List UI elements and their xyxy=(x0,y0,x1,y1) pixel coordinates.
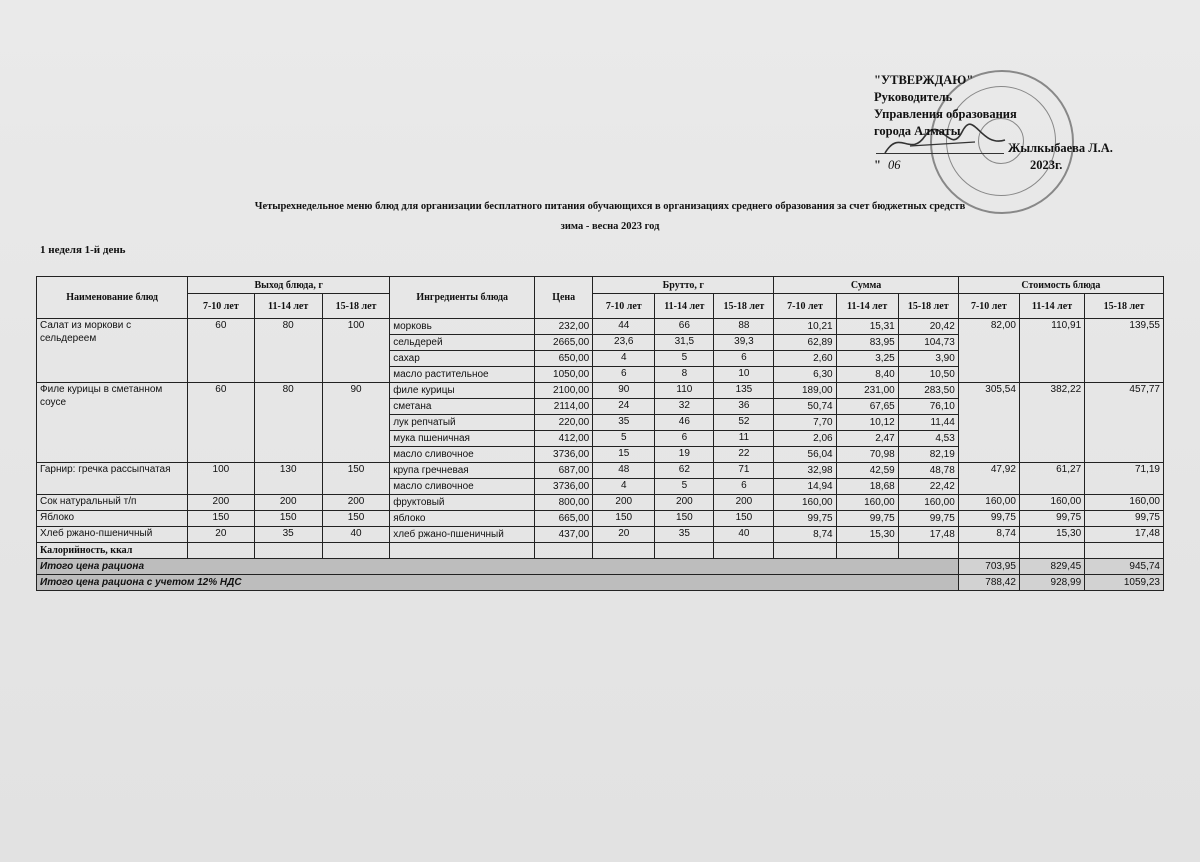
dish-cost: 71,19 xyxy=(1085,463,1164,495)
ingredient-sum: 83,95 xyxy=(836,335,898,351)
ingredient-sum: 160,00 xyxy=(836,495,898,511)
ingredient-name: лук репчатый xyxy=(390,415,535,431)
ingredient-sum: 32,98 xyxy=(774,463,836,479)
ingredient-sum: 10,50 xyxy=(898,367,958,383)
total-value: 1059,23 xyxy=(1085,575,1164,591)
ingredient-gross: 22 xyxy=(714,447,774,463)
table-row xyxy=(37,383,1164,399)
ingredient-price: 800,00 xyxy=(535,495,593,511)
ingredient-gross: 5 xyxy=(655,479,714,495)
ingredient-gross: 20 xyxy=(593,527,655,543)
dish-cost: 17,48 xyxy=(1085,527,1164,543)
empty-cell xyxy=(836,543,898,559)
dish-cost: 160,00 xyxy=(1085,495,1164,511)
dish-cost: 160,00 xyxy=(1019,495,1084,511)
ingredient-sum: 17,48 xyxy=(898,527,958,543)
ingredient-sum: 70,98 xyxy=(836,447,898,463)
ingredient-gross: 66 xyxy=(655,319,714,335)
total-value: 788,42 xyxy=(958,575,1019,591)
title-line-1: Четырехнедельное меню блюд для организации бесплатного питания обучающихся в организациях среднего образования за счет бюджетных средств xyxy=(254,201,966,212)
ingredient-name: филе курицы xyxy=(390,383,535,399)
ingredient-sum: 18,68 xyxy=(836,479,898,495)
ingredient-gross: 6 xyxy=(593,367,655,383)
ingredient-gross: 40 xyxy=(714,527,774,543)
dish-output: 150 xyxy=(188,511,254,527)
signature-line xyxy=(874,140,1174,157)
calories-row xyxy=(37,543,1164,559)
dish-output: 150 xyxy=(322,511,389,527)
ingredient-gross: 35 xyxy=(655,527,714,543)
total-value: 829,45 xyxy=(1019,559,1084,575)
ingredient-sum: 160,00 xyxy=(774,495,836,511)
header-cost: Стоимость блюда xyxy=(958,277,1163,294)
calories-label: Калорийность, ккал xyxy=(37,543,188,559)
dish-output: 40 xyxy=(322,527,389,543)
header-age: 7-10 лет xyxy=(774,294,836,319)
dish-cost: 382,22 xyxy=(1019,383,1084,463)
ingredient-price: 687,00 xyxy=(535,463,593,479)
dish-output: 90 xyxy=(322,383,389,463)
ingredient-sum: 6,30 xyxy=(774,367,836,383)
dish-cost: 139,55 xyxy=(1085,319,1164,383)
ingredient-gross: 24 xyxy=(593,399,655,415)
header-age: 15-18 лет xyxy=(898,294,958,319)
dish-output: 100 xyxy=(322,319,389,383)
approval-position: Руководитель xyxy=(874,90,953,104)
approval-heading: "УТВЕРЖДАЮ" xyxy=(874,73,974,87)
ingredient-sum: 160,00 xyxy=(898,495,958,511)
header-dish: Наименование блюд xyxy=(37,277,188,319)
ingredient-price: 1050,00 xyxy=(535,367,593,383)
ingredient-sum: 231,00 xyxy=(836,383,898,399)
empty-cell xyxy=(322,543,389,559)
ingredient-gross: 39,3 xyxy=(714,335,774,351)
dish-cost: 305,54 xyxy=(958,383,1019,463)
dish-output: 80 xyxy=(254,319,322,383)
empty-cell xyxy=(390,543,535,559)
total-label: Итого цена рациона с учетом 12% НДС xyxy=(37,575,959,591)
day-label: 1 неделя 1-й день xyxy=(40,244,126,256)
total-value: 928,99 xyxy=(1019,575,1084,591)
ingredient-sum: 189,00 xyxy=(774,383,836,399)
empty-cell xyxy=(593,543,655,559)
ingredient-gross: 150 xyxy=(655,511,714,527)
ingredient-gross: 48 xyxy=(593,463,655,479)
ingredient-gross: 4 xyxy=(593,479,655,495)
ingredient-gross: 5 xyxy=(593,431,655,447)
ingredient-gross: 135 xyxy=(714,383,774,399)
total-row xyxy=(37,559,1164,575)
ingredient-sum: 283,50 xyxy=(898,383,958,399)
ingredient-gross: 5 xyxy=(655,351,714,367)
dish-output: 200 xyxy=(322,495,389,511)
ingredient-price: 232,00 xyxy=(535,319,593,335)
header-age: 7-10 лет xyxy=(188,294,254,319)
ingredient-name: хлеб ржано-пшеничный xyxy=(390,527,535,543)
ingredient-name: сельдерей xyxy=(390,335,535,351)
dish-output: 35 xyxy=(254,527,322,543)
dish-output: 200 xyxy=(254,495,322,511)
ingredient-name: сахар xyxy=(390,351,535,367)
ingredient-sum: 4,53 xyxy=(898,431,958,447)
ingredient-price: 665,00 xyxy=(535,511,593,527)
ingredient-sum: 7,70 xyxy=(774,415,836,431)
ingredient-price: 650,00 xyxy=(535,351,593,367)
ingredient-sum: 99,75 xyxy=(774,511,836,527)
ingredient-gross: 11 xyxy=(714,431,774,447)
dish-output: 80 xyxy=(254,383,322,463)
signer-name: Жылкыбаева Л.А. xyxy=(1008,141,1113,155)
approval-date: " 06 2023г. xyxy=(874,158,1063,172)
menu-table xyxy=(36,276,1164,591)
empty-cell xyxy=(774,543,836,559)
table-row xyxy=(37,463,1164,479)
dish-name: Хлеб ржано-пшеничный xyxy=(37,527,188,543)
ingredient-name: фруктовый xyxy=(390,495,535,511)
dish-cost: 8,74 xyxy=(958,527,1019,543)
ingredient-sum: 76,10 xyxy=(898,399,958,415)
empty-cell xyxy=(188,543,254,559)
ingredient-gross: 19 xyxy=(655,447,714,463)
ingredient-name: крупа гречневая xyxy=(390,463,535,479)
header-age: 11-14 лет xyxy=(836,294,898,319)
ingredient-gross: 36 xyxy=(714,399,774,415)
ingredient-name: сметана xyxy=(390,399,535,415)
dish-cost: 99,75 xyxy=(958,511,1019,527)
ingredient-sum: 2,47 xyxy=(836,431,898,447)
ingredient-name: мука пшеничная xyxy=(390,431,535,447)
dish-output: 130 xyxy=(254,463,322,495)
dish-name: Гарнир: гречка рассыпчатая xyxy=(37,463,188,495)
approval-city: города Алматы xyxy=(874,124,961,138)
ingredient-sum: 3,25 xyxy=(836,351,898,367)
ingredient-gross: 6 xyxy=(714,351,774,367)
header-ingredients: Ингредиенты блюда xyxy=(390,277,535,319)
dish-output: 60 xyxy=(188,319,254,383)
ingredient-sum: 82,19 xyxy=(898,447,958,463)
dish-output: 150 xyxy=(322,463,389,495)
table-row xyxy=(37,319,1164,335)
ingredient-gross: 8 xyxy=(655,367,714,383)
ingredient-sum: 10,12 xyxy=(836,415,898,431)
header-gross: Брутто, г xyxy=(593,277,774,294)
header-age: 7-10 лет xyxy=(593,294,655,319)
ingredient-gross: 71 xyxy=(714,463,774,479)
empty-cell xyxy=(535,543,593,559)
empty-cell xyxy=(1085,543,1164,559)
ingredient-price: 437,00 xyxy=(535,527,593,543)
ingredient-gross: 6 xyxy=(655,431,714,447)
dish-name: Яблоко xyxy=(37,511,188,527)
dish-output: 150 xyxy=(254,511,322,527)
dish-cost: 82,00 xyxy=(958,319,1019,383)
title-line-2: зима - весна 2023 год xyxy=(560,221,660,232)
ingredient-sum: 3,90 xyxy=(898,351,958,367)
header-age: 15-18 лет xyxy=(1085,294,1164,319)
approval-block xyxy=(874,72,1174,174)
table-row xyxy=(37,527,1164,543)
ingredient-sum: 67,65 xyxy=(836,399,898,415)
dish-output: 200 xyxy=(188,495,254,511)
ingredient-sum: 15,30 xyxy=(836,527,898,543)
ingredient-gross: 200 xyxy=(714,495,774,511)
ingredient-price: 220,00 xyxy=(535,415,593,431)
approval-year: 2023г. xyxy=(1030,158,1063,172)
header-age: 15-18 лет xyxy=(714,294,774,319)
ingredient-gross: 200 xyxy=(593,495,655,511)
total-value: 945,74 xyxy=(1085,559,1164,575)
ingredient-price: 3736,00 xyxy=(535,479,593,495)
empty-cell xyxy=(1019,543,1084,559)
dish-output: 20 xyxy=(188,527,254,543)
total-row xyxy=(37,575,1164,591)
header-age: 7-10 лет xyxy=(958,294,1019,319)
header-age: 11-14 лет xyxy=(1019,294,1084,319)
ingredient-sum: 99,75 xyxy=(836,511,898,527)
empty-cell xyxy=(898,543,958,559)
dish-cost: 99,75 xyxy=(1085,511,1164,527)
ingredient-name: масло растительное xyxy=(390,367,535,383)
ingredient-sum: 62,89 xyxy=(774,335,836,351)
ingredient-gross: 62 xyxy=(655,463,714,479)
header-age: 11-14 лет xyxy=(254,294,322,319)
ingredient-name: морковь xyxy=(390,319,535,335)
ingredient-name: масло сливочное xyxy=(390,447,535,463)
ingredient-name: масло сливочное xyxy=(390,479,535,495)
dish-output: 100 xyxy=(188,463,254,495)
ingredient-price: 412,00 xyxy=(535,431,593,447)
ingredient-sum: 2,06 xyxy=(774,431,836,447)
menu-body xyxy=(37,319,1164,591)
header-output: Выход блюда, г xyxy=(188,277,390,294)
total-value: 703,95 xyxy=(958,559,1019,575)
header-age: 15-18 лет xyxy=(322,294,389,319)
ingredient-gross: 4 xyxy=(593,351,655,367)
dish-cost: 61,27 xyxy=(1019,463,1084,495)
ingredient-sum: 8,40 xyxy=(836,367,898,383)
empty-cell xyxy=(254,543,322,559)
dish-name: Салат из моркови с сельдереем xyxy=(37,319,188,383)
ingredient-sum: 20,42 xyxy=(898,319,958,335)
ingredient-sum: 99,75 xyxy=(898,511,958,527)
dish-cost: 99,75 xyxy=(1019,511,1084,527)
table-row xyxy=(37,511,1164,527)
ingredient-sum: 104,73 xyxy=(898,335,958,351)
ingredient-sum: 8,74 xyxy=(774,527,836,543)
empty-cell xyxy=(958,543,1019,559)
dish-output: 60 xyxy=(188,383,254,463)
ingredient-sum: 50,74 xyxy=(774,399,836,415)
dish-cost: 160,00 xyxy=(958,495,1019,511)
dish-name: Филе курицы в сметанном соусе xyxy=(37,383,188,463)
ingredient-gross: 90 xyxy=(593,383,655,399)
dish-cost: 15,30 xyxy=(1019,527,1084,543)
header-price: Цена xyxy=(535,277,593,319)
dish-cost: 47,92 xyxy=(958,463,1019,495)
ingredient-sum: 48,78 xyxy=(898,463,958,479)
ingredient-gross: 44 xyxy=(593,319,655,335)
ingredient-gross: 52 xyxy=(714,415,774,431)
ingredient-price: 2100,00 xyxy=(535,383,593,399)
header-age: 11-14 лет xyxy=(655,294,714,319)
empty-cell xyxy=(714,543,774,559)
ingredient-sum: 10,21 xyxy=(774,319,836,335)
ingredient-price: 2665,00 xyxy=(535,335,593,351)
ingredient-sum: 56,04 xyxy=(774,447,836,463)
dish-cost: 457,77 xyxy=(1085,383,1164,463)
ingredient-gross: 23,6 xyxy=(593,335,655,351)
header-sum: Сумма xyxy=(774,277,958,294)
dish-cost: 110,91 xyxy=(1019,319,1084,383)
ingredient-gross: 6 xyxy=(714,479,774,495)
ingredient-gross: 35 xyxy=(593,415,655,431)
ingredient-gross: 110 xyxy=(655,383,714,399)
approval-department: Управления образования xyxy=(874,107,1017,121)
dish-name: Сок натуральный т/п xyxy=(37,495,188,511)
ingredient-gross: 32 xyxy=(655,399,714,415)
ingredient-sum: 22,42 xyxy=(898,479,958,495)
ingredient-sum: 2,60 xyxy=(774,351,836,367)
ingredient-sum: 15,31 xyxy=(836,319,898,335)
table-row xyxy=(37,495,1164,511)
ingredient-gross: 150 xyxy=(714,511,774,527)
total-label: Итого цена рациона xyxy=(37,559,959,575)
ingredient-price: 2114,00 xyxy=(535,399,593,415)
ingredient-sum: 11,44 xyxy=(898,415,958,431)
empty-cell xyxy=(655,543,714,559)
ingredient-gross: 31,5 xyxy=(655,335,714,351)
ingredient-sum: 42,59 xyxy=(836,463,898,479)
ingredient-gross: 88 xyxy=(714,319,774,335)
ingredient-gross: 200 xyxy=(655,495,714,511)
ingredient-name: яблоко xyxy=(390,511,535,527)
ingredient-sum: 14,94 xyxy=(774,479,836,495)
ingredient-gross: 150 xyxy=(593,511,655,527)
ingredient-gross: 46 xyxy=(655,415,714,431)
ingredient-price: 3736,00 xyxy=(535,447,593,463)
approval-day: 06 xyxy=(888,158,901,172)
ingredient-gross: 15 xyxy=(593,447,655,463)
ingredient-gross: 10 xyxy=(714,367,774,383)
document-title xyxy=(150,197,1070,237)
